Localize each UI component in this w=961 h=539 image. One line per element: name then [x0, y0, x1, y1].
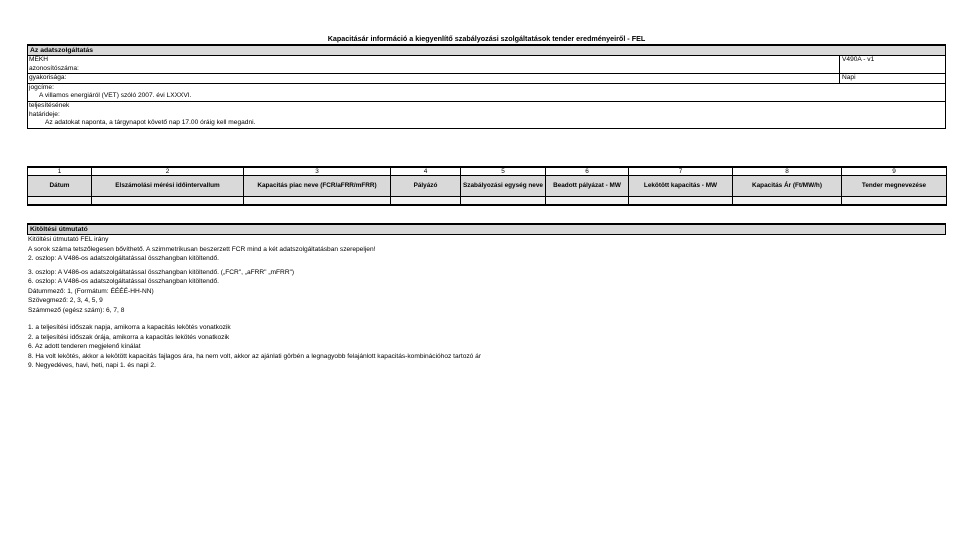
instruction-line: Kitöltési útmutató FEL irány: [28, 236, 109, 243]
header-market: Kapacitás piac neve (FCR/aFRR/mFRR): [244, 176, 391, 197]
deadline-value-row: [28, 119, 945, 128]
col-number: 1: [28, 167, 92, 176]
instruction-line: Szövegmező: 2, 3, 4, 5, 9: [28, 297, 103, 304]
data-table: [27, 166, 947, 206]
table-cell[interactable]: [28, 197, 92, 206]
header-submitted: Beadott pályázat - MW: [546, 176, 629, 197]
table-cell[interactable]: [244, 197, 391, 206]
deadline-row-1: [28, 101, 945, 111]
header-unit: Szabályozási egység neve: [461, 176, 546, 197]
table-cell[interactable]: [629, 197, 733, 206]
col-number: 8: [733, 167, 842, 176]
col-number: 4: [391, 167, 461, 176]
header-contracted: Lekötött kapacitás - MW: [629, 176, 733, 197]
instruction-line: 1. a teljesítési időszak napja, amikorra a kapacitás lekötés vonatkozik: [28, 324, 231, 331]
header-price: Kapacitás Ár (Ft/MW/h): [733, 176, 842, 197]
data-service-heading: Az adatszolgáltatás: [27, 44, 946, 56]
table-row: [28, 197, 947, 206]
legal-basis-row: [28, 83, 945, 93]
instruction-line: A sorok száma tetszőlegesen bővíthető. A szimmetrikusan beszerzett FCR mind a két adatszolgáltatásban szerepeljen!: [28, 245, 376, 253]
id-blank: [839, 65, 945, 74]
col-number: 9: [842, 167, 947, 176]
instructions-section: [27, 223, 946, 371]
frequency-value: Napi: [839, 74, 945, 83]
instruction-line: Dátummező: 1, (Formátum: ÉÉÉÉ-HH-NN): [28, 287, 154, 295]
instruction-line: 9. Negyedéves, havi, heti, napi 1. és napi 2.: [28, 362, 156, 369]
instruction-line: 6. Az adott tenderen megjelenő kínálat: [28, 343, 141, 350]
header-date: Dátum: [28, 176, 92, 197]
instruction-line: 8. Ha volt lekötés, akkor a lekötött kapacitás fajlagos ára, ha nem volt, akkor az ajánlati görbén a legnagyobb felajánlott kapacitás-kombinációhoz tartozó ár: [28, 352, 482, 360]
legal-basis-label: jogcíme:: [29, 83, 54, 91]
instruction-line: 6. oszlop: A V486-os adatszolgáltatással összhangban kitöltendő.: [28, 278, 219, 285]
col-number: 5: [461, 167, 546, 176]
deadline-label-1: teljesítésének: [29, 101, 70, 109]
instructions-list: [27, 235, 946, 371]
id-row: [28, 65, 945, 74]
instruction-line: 2. a teljesítési időszak órája, amikorra a kapacitás lekötés vonatkozik: [28, 333, 230, 341]
deadline-value: Az adatokat naponta, a tárgynapot követő nap 17.00 óráig kell megadni.: [45, 119, 256, 127]
id-label: azonosítószáma:: [29, 64, 79, 72]
col-number: 3: [244, 167, 391, 176]
column-header-row: [28, 176, 947, 197]
frequency-row: [28, 73, 945, 83]
page-title: Kapacitásár információ a kiegyenlítő szabályozási szolgáltatások tender eredményeiről - FEL: [327, 34, 646, 43]
instruction-line: 3. oszlop: A V486-os adatszolgáltatással összhangban kitöltendő. („FCR", „aFRR" „mFRR"): [28, 268, 295, 276]
col-number: 2: [92, 167, 244, 176]
instructions-heading: Kitöltési útmutató: [27, 223, 946, 235]
mekh-row: [28, 56, 945, 65]
table-cell[interactable]: [733, 197, 842, 206]
form-id-value: V490A - v1: [839, 56, 945, 65]
column-number-row: [28, 167, 947, 176]
header-interval: Elszámolási mérési időintervallum: [92, 176, 244, 197]
data-service-box: [27, 56, 946, 129]
deadline-label-2: határideje:: [29, 110, 60, 118]
col-number: 6: [546, 167, 629, 176]
instruction-line: 2. oszlop: A V486-os adatszolgáltatással összhangban kitöltendő.: [28, 255, 219, 262]
table-cell[interactable]: [546, 197, 629, 206]
legal-basis-value: A villamos energiáról (VET) szóló 2007. évi LXXXVI.: [39, 92, 192, 100]
table-cell[interactable]: [842, 197, 947, 206]
frequency-label: gyakorisága:: [29, 74, 67, 82]
header-bidder: Pályázó: [391, 176, 461, 197]
col-number: 7: [629, 167, 733, 176]
instruction-line: Számmező (egész szám): 6, 7, 8: [28, 306, 125, 314]
header-tender: Tender megnevezése: [842, 176, 947, 197]
legal-basis-value-row: [28, 92, 945, 101]
table-cell[interactable]: [92, 197, 244, 206]
table-cell[interactable]: [391, 197, 461, 206]
data-service-section: [27, 44, 946, 129]
table-cell[interactable]: [461, 197, 546, 206]
mekh-label: MEKH: [29, 56, 49, 63]
deadline-row-2: [28, 111, 945, 120]
